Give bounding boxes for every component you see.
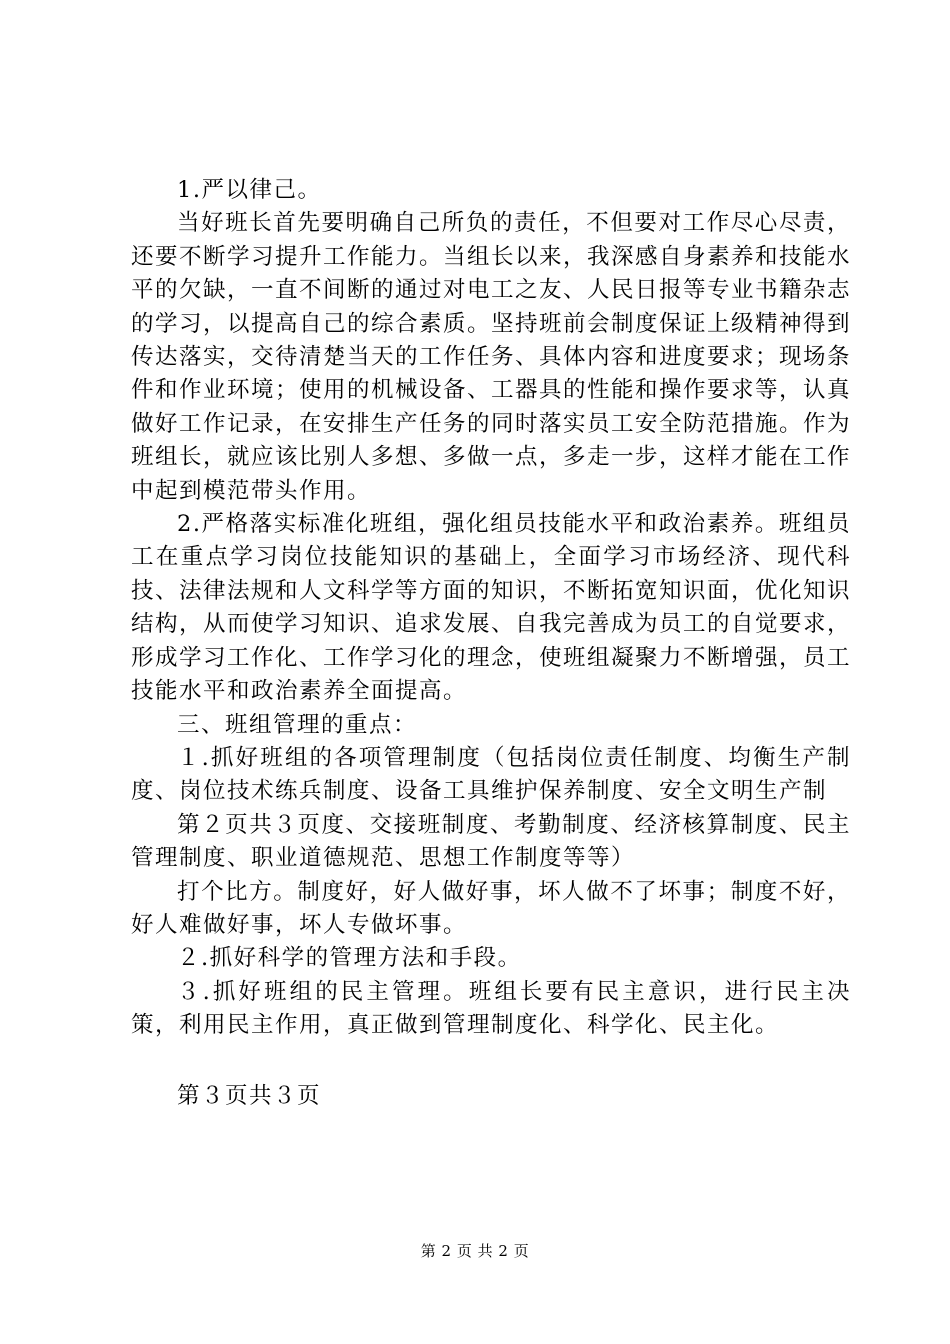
paragraph-management-systems: １.抓好班组的各项管理制度（包括岗位责任制度、均衡生产制度、岗位技术练兵制度、设备工具维护保养制度、安全文明生产制: [131, 744, 851, 805]
document-body: [131, 174, 851, 1043]
paragraph-democratic-management: ３.抓好班组的民主管理。班组长要有民主意识，进行民主决策，利用民主作用，真正做到管理制度化、科学化、民主化。: [131, 978, 851, 1039]
paragraph-self-discipline-heading: 1.严以律己。: [177, 177, 322, 203]
paragraph-scientific-methods: ２.抓好科学的管理方法和手段。: [177, 945, 522, 972]
page-footer-number: 第 2 页 共 2 页: [420, 1242, 530, 1260]
paragraph-standardized-team: 2.严格落实标准化班组，强化组员技能水平和政治素养。班组员工在重点学习岗位技能知识的基础上，全面学习市场经济、现代科技、法律法规和人文科学等方面的知识，不断拓宽知识面，优化知识结构，从而使学习知识、追求发展、自我完善成为员工的自觉要求，形成学习工作化、工作学习化的理念，使班组凝聚力不断增强，员工技能水平和政治素养全面提高。: [131, 511, 852, 705]
paragraph-management-systems-continued: 第２页共３页度、交接班制度、考勤制度、经济核算制度、民主管理制度、职业道德规范、思想工作制度等等）: [131, 811, 851, 872]
section-heading-management-focus: 三、班组管理的重点：: [177, 711, 418, 738]
paragraph-analogy: 打个比方。制度好，好人做好事，坏人做不了坏事；制度不好，好人难做好事，坏人专做坏事。: [131, 878, 851, 938]
paragraph-team-leader-responsibility: 当好班长首先要明确自己所负的责任，不但要对工作尽心尽责，还要不断学习提升工作能力。当组长以来，我深感自身素养和技能水平的欠缺，一直不间断的通过对电工之友、人民日报等专业书籍杂志的学习，以提高自己的综合素质。坚持班前会制度保证上级精神得到传达落实，交待清楚当天的工作任务、具体内容和进度要求；现场条件和作业环境；使用的机械设备、工器具的性能和操作要求等，认真做好工作记录，在安排生产任务的同时落实员工安全防范措施。作为班组长，就应该比别人多想、多做一点，多走一步，这样才能在工作中起到模范带头作用。: [131, 210, 852, 504]
inner-page-number: 第３页共３页: [177, 1083, 322, 1109]
